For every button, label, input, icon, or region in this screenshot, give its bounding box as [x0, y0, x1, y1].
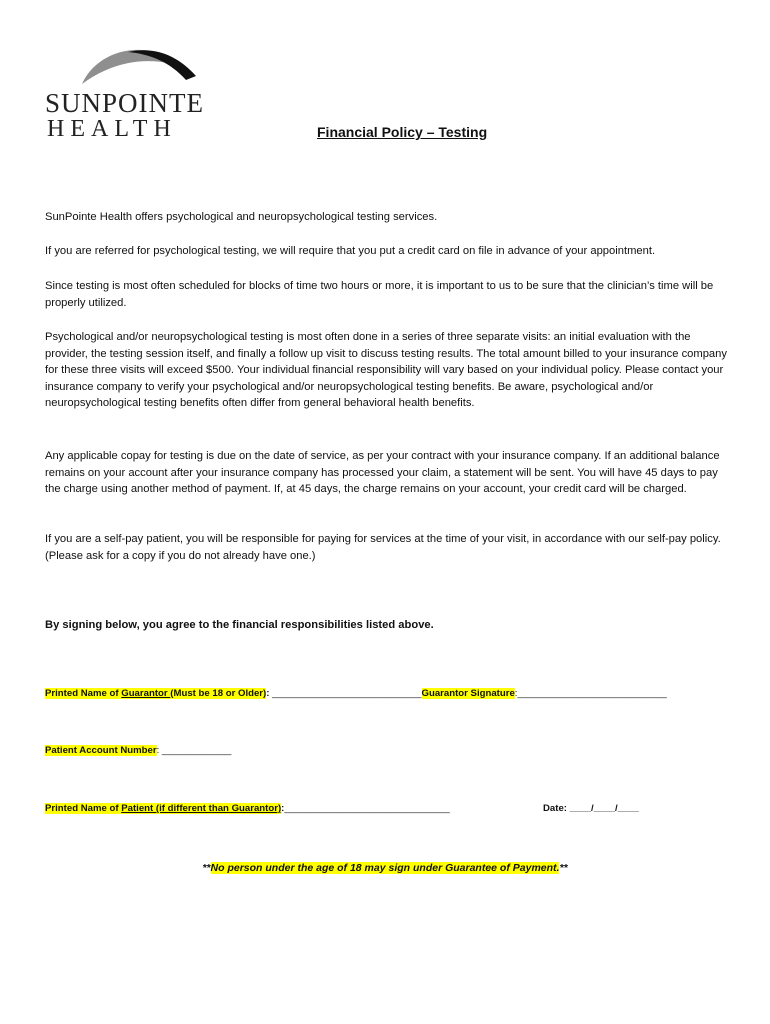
- agreement-statement: By signing below, you agree to the financial responsibilities listed above.: [45, 619, 434, 631]
- guarantor-name-label-underlined: Guarantor: [121, 688, 171, 699]
- paragraph-self-pay: If you are a self-pay patient, you will be responsible for paying for services at the time of your visit, in accordance with our self-pay policy. (Please ask for a copy if you do not already have one.): [45, 533, 721, 562]
- patient-name-blank[interactable]: _______________________________: [284, 803, 450, 814]
- account-number-label: Patient Account Number: [45, 745, 157, 756]
- page-title: Financial Policy – Testing: [317, 124, 488, 140]
- paragraph-credit-card: If you are referred for psychological testing, we will require that you put a credit card on file in advance of your appointment.: [45, 245, 656, 257]
- account-number-blank[interactable]: : _____________: [156, 745, 232, 756]
- paragraph-visits: Psychological and/or neuropsychological testing is most often done in a series of three separate visits: an initial evaluation with the provider, the testing session itself, and finally a follow up visit to discuss testing results. The total amount billed to your insurance company for these three visits will exceed $500. Your individual financial responsibility will vary based on your individual policy. Please contact your insurance company to verify your psychological and/or neuropsychological testing benefits. Be aware, psychological and/or neuropsychological testing benefits often differ from general behavioral health benefits.: [45, 331, 727, 409]
- patient-name-field[interactable]: [45, 803, 450, 814]
- sunpointe-logo: [42, 40, 227, 140]
- date-field[interactable]: Date: ____/____/____: [543, 803, 640, 814]
- paragraph-scheduling: Since testing is most often scheduled for blocks of time two hours or more, it is important to us to be sure that the clinician’s time will be properly utilized.: [45, 280, 714, 309]
- notice-text: No person under the age of 18 may sign under Guarantee of Payment.: [210, 862, 560, 874]
- logo-text-sunpointe: SUNPOINTE: [45, 88, 205, 118]
- guarantor-name-blank[interactable]: ____________________________: [269, 688, 422, 699]
- guarantor-name-field[interactable]: [45, 688, 667, 699]
- guarantor-name-label: [45, 688, 266, 699]
- patient-name-label: [45, 803, 281, 814]
- guarantor-signature-blank[interactable]: :____________________________: [514, 688, 667, 699]
- guarantor-name-label-suffix: (Must be 18 or Older): [170, 688, 267, 699]
- paragraph-intro: SunPointe Health offers psychological and neuropsychological testing services.: [45, 211, 438, 223]
- patient-name-label-prefix: Printed Name of: [45, 803, 122, 814]
- patient-name-colon: :: [281, 803, 285, 814]
- patient-name-label-underlined: Patient (if different than Guarantor): [121, 803, 282, 814]
- sun-arc-icon: [78, 40, 198, 88]
- paragraph-copay: Any applicable copay for testing is due on the date of service, as per your contract with your insurance company. If an additional balance remains on your account after your insurance company has processed your claim, a statement will be sent. You will have 45 days to pay the charge using another method of payment. If, at 45 days, the charge remains on your account, your credit card will be charged.: [45, 450, 720, 495]
- notice-stars-right: **: [559, 862, 568, 874]
- guarantor-name-colon: :: [266, 688, 270, 699]
- account-number-field[interactable]: [45, 745, 231, 756]
- logo-text-health: HEALTH: [47, 116, 177, 142]
- age-notice: [0, 862, 770, 874]
- guarantor-signature-label: Guarantor Signature: [421, 688, 515, 699]
- guarantor-name-label-prefix: Printed Name of: [45, 688, 122, 699]
- notice-stars-left: **: [202, 862, 211, 874]
